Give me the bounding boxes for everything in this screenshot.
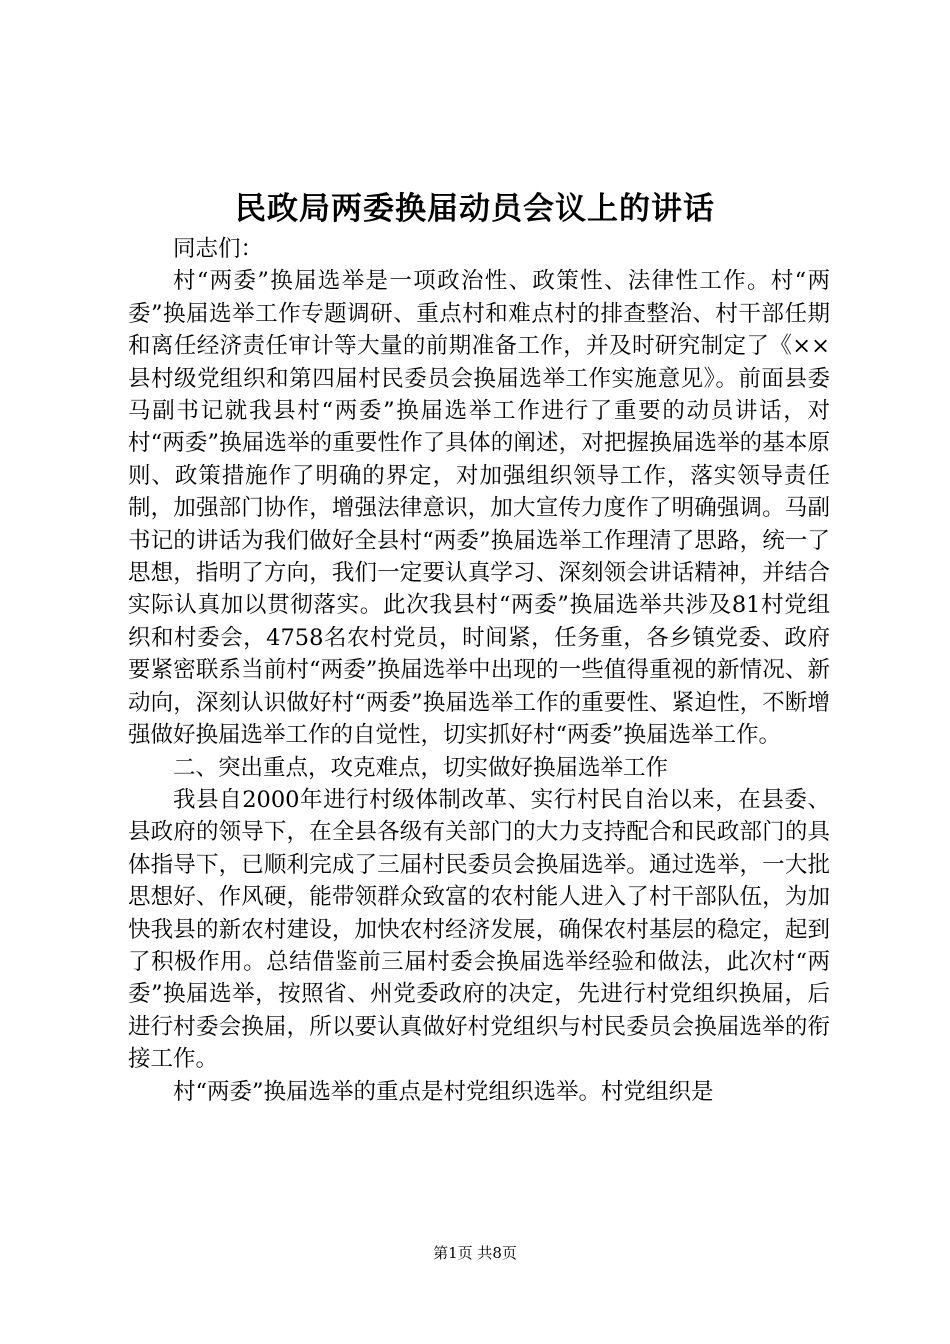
body-paragraph: 我县自2000年进行村级体制改革、实行村民自治以来，在县委、县政府的领导下，在全县各级有关部门的大力支持配合和民政部门的具体指导下，已顺利完成了三届村民委员会换届选举。通过选举，一大批思想好、作风硬，能带领群众致富的农村能人进入了村干部队伍，为加快我县的新农村建设，加快农村经济发展，确保农村基层的稳定，起到了积极作用。总结借鉴前三届村委会换届选举经验和做法，此次村“两委”换届选举，按照省、州党委政府的决定，先进行村党组织换届，后进行村委会换届，所以要认真做好村党组织与村民委员会换届选举的衔接工作。: [128, 786, 830, 1073]
body-paragraph: 村“两委”换届选举的重点是村党组织选举。村党组织是: [173, 1078, 714, 1105]
document-body: [128, 233, 830, 1108]
body-paragraph: 村“两委”换届选举是一项政治性、政策性、法律性工作。村“两委”换届选举工作专题调研、重点村和难点村的排查整治、村干部任期和离任经济责任审计等大量的前期准备工作，并及时研究制定了《××县村级党组织和第四届村民委员会换届选举工作实施意见》。前面县委马副书记就我县村“两委”换届选举工作进行了重要的动员讲话，对村“两委”换届选举的重要性作了具体的阐述，对把握换届选举的基本原则、政策措施作了明确的界定，对加强组织领导工作，落实领导责任制，加强部门协作，增强法律意识，加大宣传力度作了明确强调。马副书记的讲话为我们做好全县村“两委”换届选举工作理清了思路，统一了思想，指明了方向，我们一定要认真学习、深刻领会讲话精神，并结合实际认真加以贯彻落实。此次我县村“两委”换届选举共涉及81村党组织和村委会，4758名农村党员，时间紧，任务重，各乡镇党委、政府要紧密联系当前村“两委”换届选举中出现的一些值得重视的新情况、新动向，深刻认识做好村“两委”换届选举工作的重要性、紧迫性，不断增强做好换届选举工作的自觉性，切实抓好村“两委”换届选举工作。: [128, 268, 830, 749]
salutation-paragraph: 同志们：: [173, 236, 264, 262]
page-number: 第1页 共8页: [433, 1244, 517, 1262]
section-heading: 二、突出重点，攻克难点，切实做好换届选举工作: [173, 754, 669, 781]
document-title: 民政局两委换届动员会议上的讲话: [235, 191, 715, 227]
